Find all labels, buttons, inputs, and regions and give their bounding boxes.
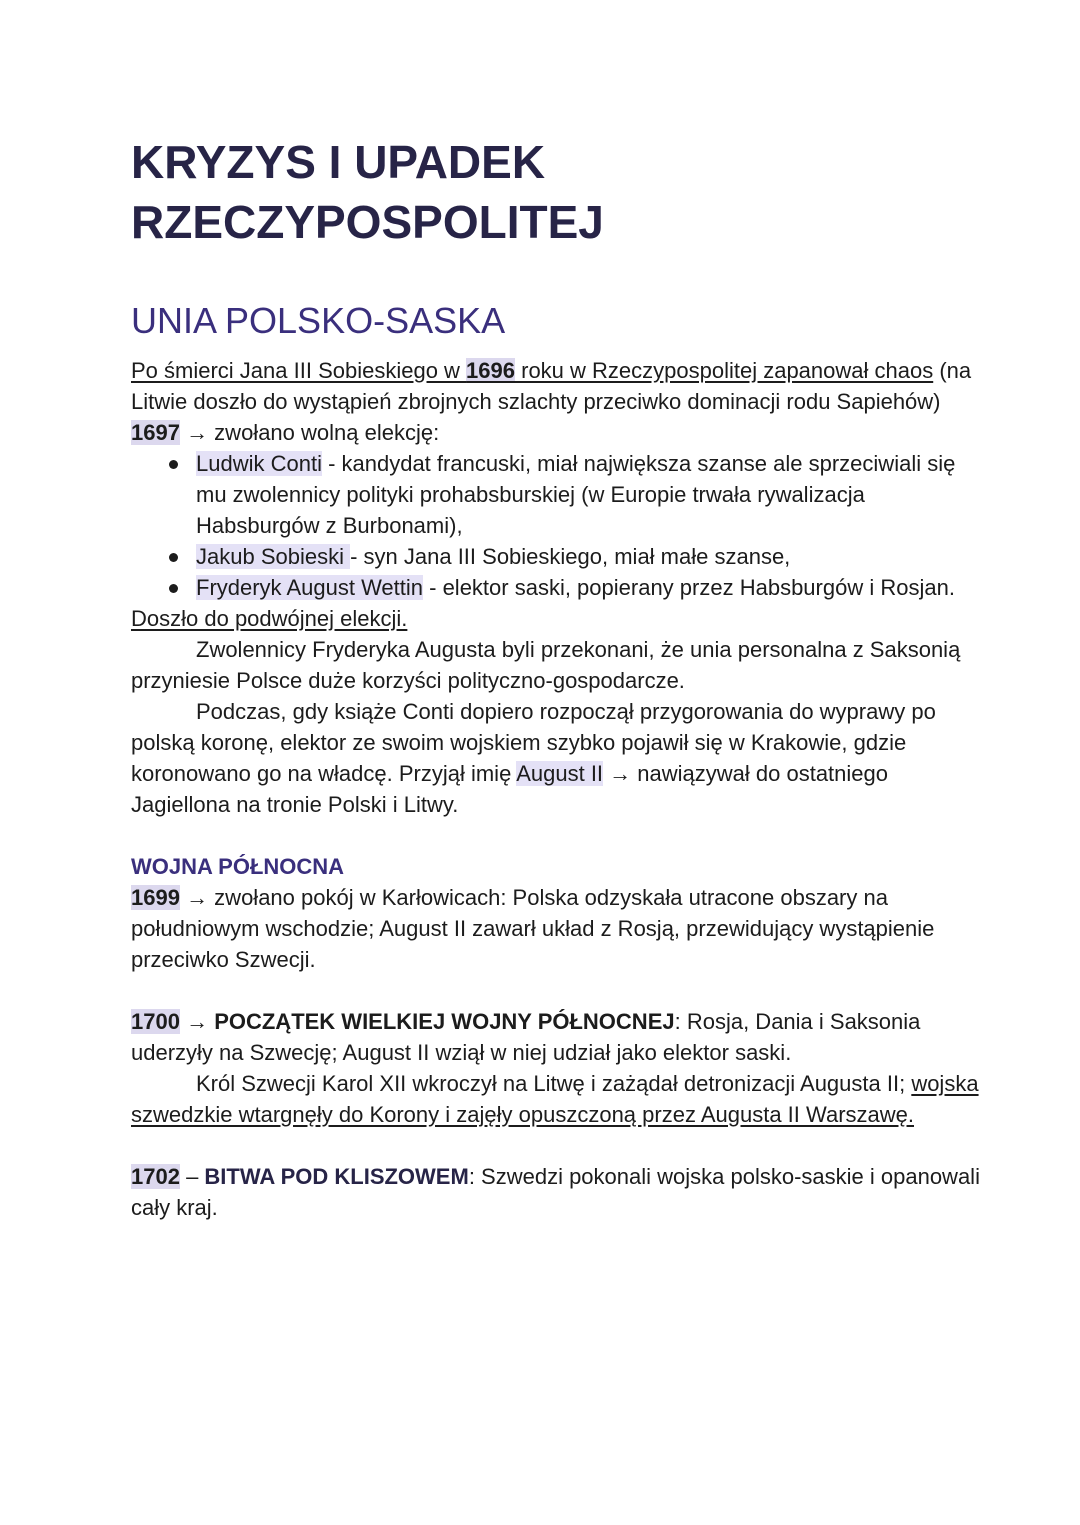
election-text: → zwołano wolną elekcję: xyxy=(179,420,440,445)
august-ii-highlight: August II xyxy=(516,761,604,786)
election-line xyxy=(131,417,980,448)
year-1702: 1702 xyxy=(131,1164,180,1189)
event-1702-text: : Szwedzi pokonali wojska polsko-saskie i opanowali cały kraj. xyxy=(131,1164,980,1220)
double-election-text: Doszło do podwójnej elekcji. xyxy=(131,606,408,631)
title-line-2: RZECZYPOSPOLITEJ xyxy=(131,196,604,248)
section-title-unia: UNIA POLSKO-SASKA xyxy=(131,300,506,341)
event-1702-dash: – xyxy=(179,1164,205,1189)
event-1700-text: : Rosja, Dania i Saksonia uderzyły na Szwecję; August II wziął w niej udział jako elektor saski. xyxy=(131,1009,921,1065)
page-title xyxy=(131,132,980,252)
karol-xii-underlined: wojska szwedzkie wtargnęły do Korony i zajęły opuszczoną przez Augusta II Warszawę. xyxy=(131,1071,979,1127)
event-1700 xyxy=(131,1006,980,1068)
year-1699: 1699 xyxy=(131,885,180,910)
intro-underlined-1: Po śmierci Jana III Sobieskiego w xyxy=(131,358,467,383)
intro-paragraph xyxy=(131,355,980,417)
intro-rest: (na Litwie doszło do wystąpień zbrojnych szlachty przeciwko dominacji rodu Sapiehów) xyxy=(131,358,972,414)
event-1699-text: → zwołano pokój w Karłowicach: Polska odzyskała utracone obszary na południowym wschodzie; August II zawarł układ z Rosją, przewidujący wystąpienie przeciwko Szwecji. xyxy=(131,885,935,972)
candidate-desc: - elektor saski, popierany przez Habsburgów i Rosjan. xyxy=(423,575,955,600)
list-item xyxy=(196,541,980,572)
title-line-1: KRYZYS I UPADEK xyxy=(131,136,546,188)
candidate-name: Ludwik Conti xyxy=(196,451,322,476)
paragraph-supporters: Zwolennicy Fryderyka Augusta byli przekonani, że unia personalna z Saksonią przyniesie Polsce duże korzyści polityczno-gospodarcze. xyxy=(131,637,961,693)
list-item xyxy=(196,448,980,541)
document-body xyxy=(131,355,980,1223)
event-1702-heading: BITWA POD KLISZOWEM xyxy=(204,1164,469,1189)
coronation-rest: → nawiązywał do ostatniego Jagiellona na tronie Polski i Litwy. xyxy=(131,761,888,817)
candidate-desc: - syn Jana III Sobieskiego, miał małe szanse, xyxy=(350,544,791,569)
year-1700: 1700 xyxy=(131,1009,180,1034)
spacer xyxy=(131,1130,980,1161)
candidates-list xyxy=(131,448,980,603)
event-1700-heading: POCZĄTEK WIELKIEJ WOJNY PÓŁNOCNEJ xyxy=(214,1009,675,1034)
candidate-desc: - kandydat francuski, miał największa szanse ale sprzeciwiali się mu zwolennicy polityki prohabsburskiej (w Europie trwała rywalizacja Habsburgów z Burbonami), xyxy=(196,451,956,538)
candidate-name: Jakub Sobieski xyxy=(196,544,351,569)
double-election xyxy=(131,603,980,634)
intro-underlined-2: roku w Rzeczypospolitej zapanował chaos xyxy=(515,358,934,383)
list-item xyxy=(196,572,980,603)
karol-xii-text: Król Szwecji Karol XII wkroczył na Litwę i zażądał detronizacji Augusta II; xyxy=(196,1071,912,1096)
candidate-name: Fryderyk August Wettin xyxy=(196,575,424,600)
event-1702 xyxy=(131,1161,980,1223)
year-1696: 1696 xyxy=(466,358,515,383)
section-title-wojna: WOJNA PÓŁNOCNA xyxy=(131,854,345,879)
event-1699 xyxy=(131,882,980,975)
coronation-text: Podczas, gdy książe Conti dopiero rozpoczął przygorowania do wyprawy po polską koronę, elektor ze swoim wojskiem szybko pojawił się w Krakowie, gdzie koronowano go na władcę. Przyjął imię xyxy=(131,699,936,786)
paragraph-coronation xyxy=(131,696,980,820)
paragraph-karol-xii xyxy=(131,1068,980,1130)
spacer xyxy=(131,975,980,1006)
event-1700-arrow: → xyxy=(179,1009,215,1034)
year-1697: 1697 xyxy=(131,420,180,445)
